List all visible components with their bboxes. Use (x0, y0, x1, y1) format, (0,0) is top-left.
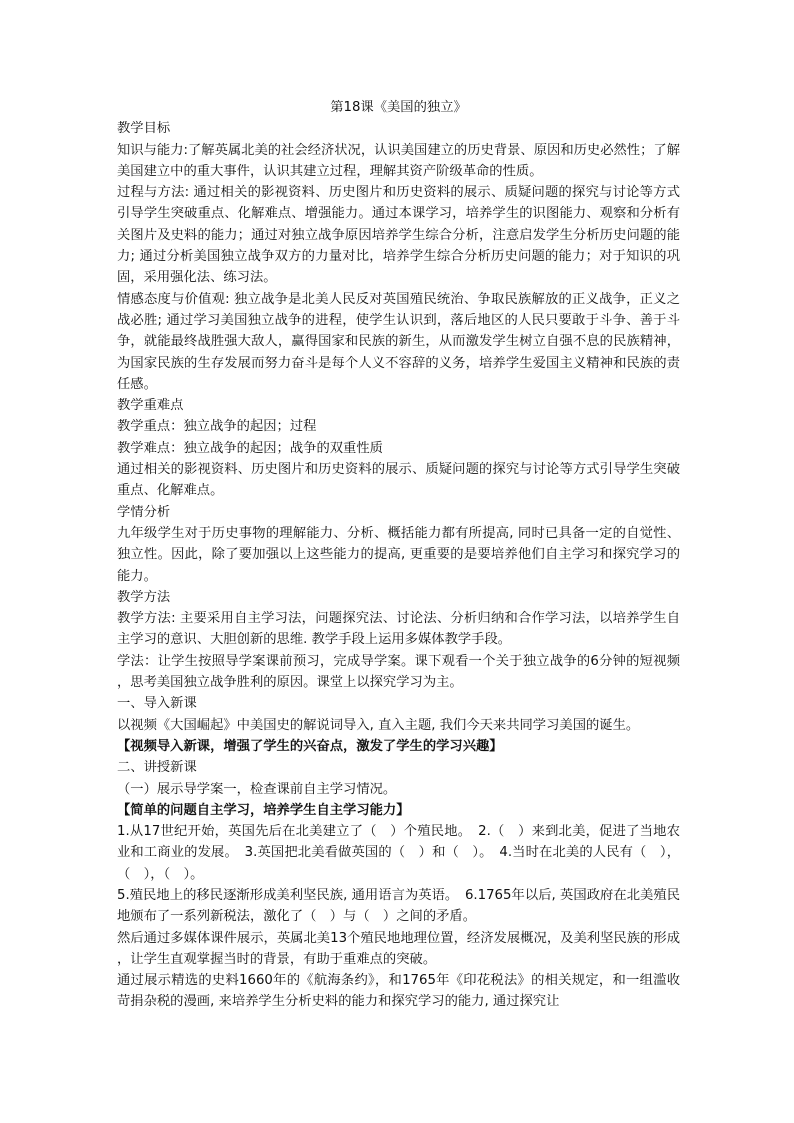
note-self-study: 【简单的问题自主学习，培养学生自主学习能力】 (117, 802, 410, 818)
paragraph-introduction: 以视频《大国崛起》中美国史的解说词导入, 直入主题, 我们今天来共同学习美国的诞生。 (117, 717, 640, 733)
paragraph-show-guide: （一）展示导学案一，检查课前自主学习情况。 (117, 781, 397, 797)
section-heading-teaching-methods: 教学方法 (117, 589, 171, 605)
section-heading-key-points: 教学重难点 (117, 398, 184, 414)
paragraph-process-method: 过程与方法: 通过相关的影视资料、历史图片和历史资料的展示、质疑问题的探究与讨论等方式引导学生突破重点、化解难点、增强能力。通过本课学习，培养学生的识图能力、观察和分析有关图片及史料的能力；通过对独立战争原因培养学生综合分析，注意启发学生分析历史问题的能力; 通过分析美国独立战争双方的力量对比，培养学生综合分析历史问题的能力；对于知识的巩固，采用强化法、练习法。 (117, 185, 680, 286)
page-title: 第18课《美国的独立》 (330, 100, 467, 115)
section-heading-new-lesson: 二、讲授新课 (117, 760, 197, 776)
document-page (117, 97, 680, 1013)
paragraph-difficult-point: 教学难点：独立战争的起因；战争的双重性质 (117, 440, 383, 456)
paragraph-questions-1-4: 1.从17世纪开始，英国先后在北美建立了（ ）个殖民地。 2.（ ）来到北美，促进了当地农业和工商业的发展。 3.英国把北美看做英国的（ ）和（ ）。 4.当时在北美的人民有（ ），（ ），（ ）。 (117, 824, 680, 882)
section-heading-student-analysis: 学情分析 (117, 504, 171, 520)
paragraph-questions-5-6: 5.殖民地上的移民逐渐形成美利坚民族, 通用语言为英语。 6.1765年以后, 英国政府在北美殖民地颁布了一系列新税法，激化了（ ）与（ ）之间的矛盾。 (117, 887, 680, 925)
paragraph-multimedia: 然后通过多媒体课件展示，英属北美13个殖民地地理位置，经济发展概况，及美利坚民族的形成，让学生直观掌握当时的背景，有助于重难点的突破。 (117, 930, 680, 967)
paragraph-knowledge-ability: 知识与能力:了解英属北美的社会经济状况，认识美国建立的历史背景、原因和历史必然性；了解美国建立中的重大事件，认识其建立过程，理解其资产阶级革命的性质。 (117, 142, 680, 179)
paragraph-learning-methods: 学法：让学生按照导学案课前预习，完成导学案。课下观看一个关于独立战争的6分钟的短视频，思考美国独立战争胜利的原因。课堂上以探究学习为主。 (117, 653, 680, 691)
paragraph-key-point: 教学重点：独立战争的起因；过程 (117, 419, 317, 435)
paragraph-emotion-values: 情感态度与价值观: 独立战争是北美人民反对英国殖民统治、争取民族解放的正义战争，正义之战必胜; 通过学习美国独立战争的进程，使学生认识到，落后地区的人民只要敢于斗争、善于斗争，就能最终战胜强大敌人，赢得国家和民族的新生，从而激发学生树立自强不息的民族精神，为国家民族的生存发展而努力奋斗是每个人义不容辞的义务，培养学生爱国主义精神和民族的责任感。 (117, 291, 680, 392)
paragraph-key-method: 通过相关的影视资料、历史图片和历史资料的展示、质疑问题的探究与讨论等方式引导学生突破重点、化解难点。 (117, 462, 680, 499)
note-introduction: 【视频导入新课，增强了学生的兴奋点，激发了学生的学习兴趣】 (117, 738, 503, 754)
section-heading-teaching-goals: 教学目标 (117, 121, 171, 137)
section-heading-introduction: 一、导入新课 (117, 696, 197, 712)
paragraph-historical-materials: 通过展示精选的史料1660年的《航海条约》，和1765年《印花税法》的相关规定，和一组滥收苛捐杂税的漫画, 来培养学生分析史料的能力和探究学习的能力, 通过探究让 (117, 973, 680, 1010)
paragraph-teaching-methods: 教学方法: 主要采用自主学习法，问题探究法、讨论法、分析归纳和合作学习法，以培养学生自主学习的意识、大胆创新的思维. 教学手段上运用多媒体教学手段。 (117, 611, 680, 648)
paragraph-student-analysis: 九年级学生对于历史事物的理解能力、分析、概括能力都有所提高, 同时已具备一定的自觉性、独立性。因此，除了要加强以上这些能力的提高, 更重要的是要培养他们自主学习和探究学习的能力。 (117, 525, 680, 584)
